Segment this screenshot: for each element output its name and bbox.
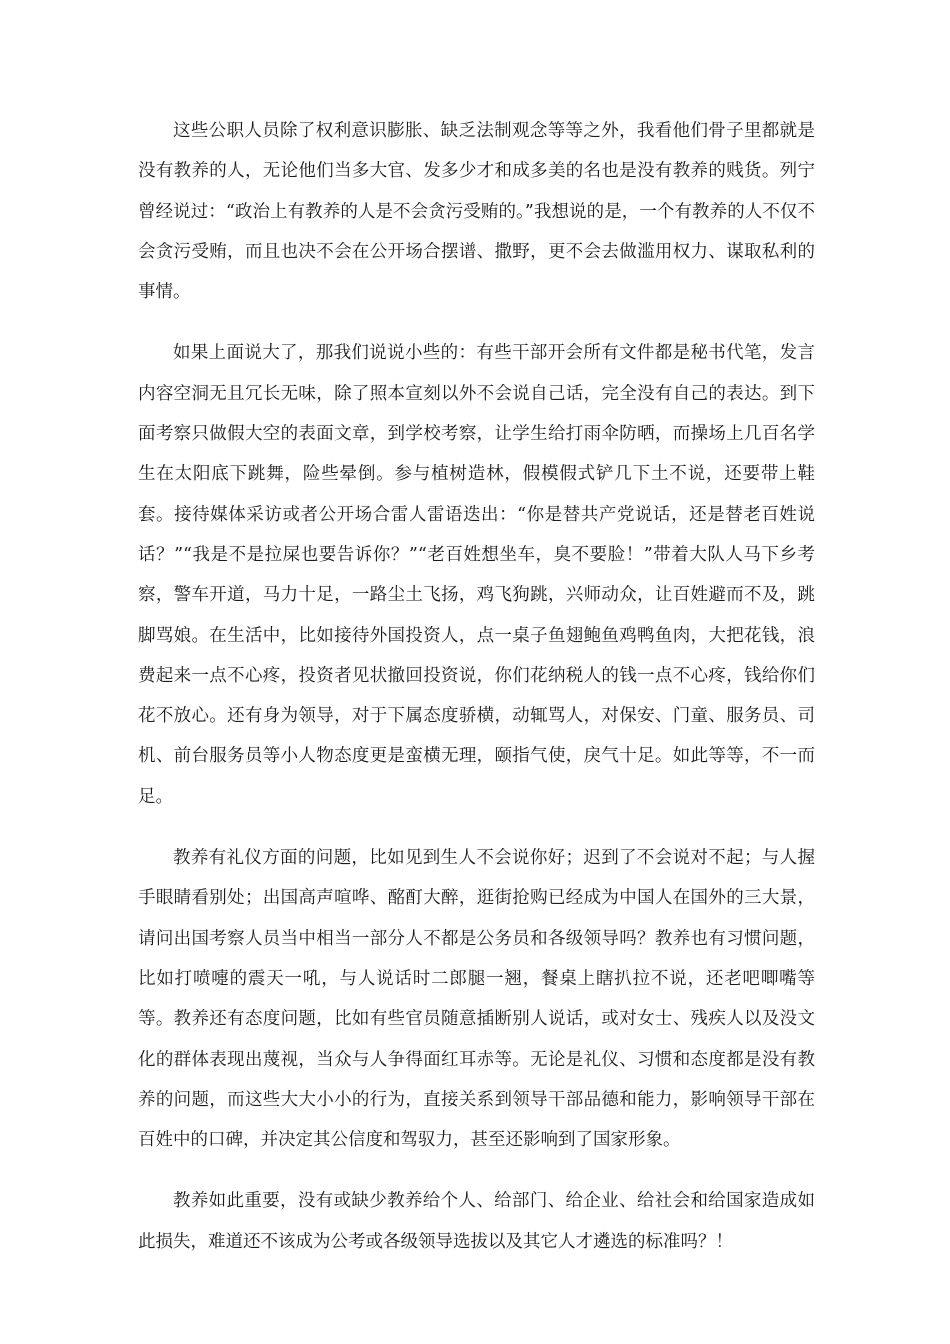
paragraph-2: 如果上面说大了，那我们说说小些的：有些干部开会所有文件都是秘书代笔，发言内容空洞无且冗长无味，除了照本宣刻以外不会说自己话，完全没有自己的表达。到下面考察只做假大空的表面文章，到学校考察，让学生给打雨伞防晒，而操场上几百名学生在太阳底下跳舞，险些晕倒。参与植树造林，假模假式铲几下土不说，还要带上鞋套。接待媒体采访或者公开场合雷人雷语迭出：“你是替共产党说话，还是替老百姓说话？”“我是不是拉屎也要告诉你？”“老百姓想坐车，臭不要脸！”带着大队人马下乡考察，警车开道，马力十足，一路尘土飞扬，鸡飞狗跳，兴师动众，让百姓避而不及，跳脚骂娘。在生活中，比如接待外国投资人，点一桌子鱼翅鲍鱼鸡鸭鱼肉，大把花钱，浪费起来一点不心疼，投资者见状撤回投资说，你们花纳税人的钱一点不心疼，钱给你们花不放心。还有身为领导，对于下属态度骄横，动辄骂人，对保安、门童、服务员、司机、前台服务员等小人物态度更是蛮横无理，颐指气使，戾气十足。如此等等，不一而足。: [138, 343, 815, 807]
paragraph-4: 教养如此重要，没有或缺少教养给个人、给部门、给企业、给社会和给国家造成如此损失，难道还不该成为公考或各级领导选拔以及其它人才遴选的标准吗？！: [138, 1191, 815, 1252]
document-body: [138, 111, 815, 1262]
paragraph-1: 这些公职人员除了权利意识膨胀、缺乏法制观念等等之外，我看他们骨子里都就是没有教养的人，无论他们当多大官、发多少才和成多美的名也是没有教养的贱货。列宁曾经说过：“政治上有教养的人是不会贪污受贿的。”我想说的是，一个有教养的人不仅不会贪污受贿，而且也决不会在公开场合摆谱、撒野，更不会去做滥用权力、谋取私利的事情。: [138, 121, 815, 303]
paragraph-3: 教养有礼仪方面的问题，比如见到生人不会说你好；迟到了不会说对不起；与人握手眼睛看别处；出国高声喧哗、酩酊大醉，逛街抢购已经成为中国人在国外的三大景，请问出国考察人员当中相当一部分人不都是公务员和各级领导吗？教养也有习惯问题，比如打喷嚏的震天一吼，与人说话时二郎腿一翘，餐桌上瞎扒拉不说，还老吧唧嘴等等。教养还有态度问题，比如有些官员随意插断别人说话，或对女士、残疾人以及没文化的群体表现出蔑视，当众与人争得面红耳赤等。无论是礼仪、习惯和态度都是没有教养的问题，而这些大大小小的行为，直接关系到领导干部品德和能力，影响领导干部在百姓中的口碑，并决定其公信度和驾驭力，甚至还影响到了国家形象。: [138, 848, 815, 1151]
